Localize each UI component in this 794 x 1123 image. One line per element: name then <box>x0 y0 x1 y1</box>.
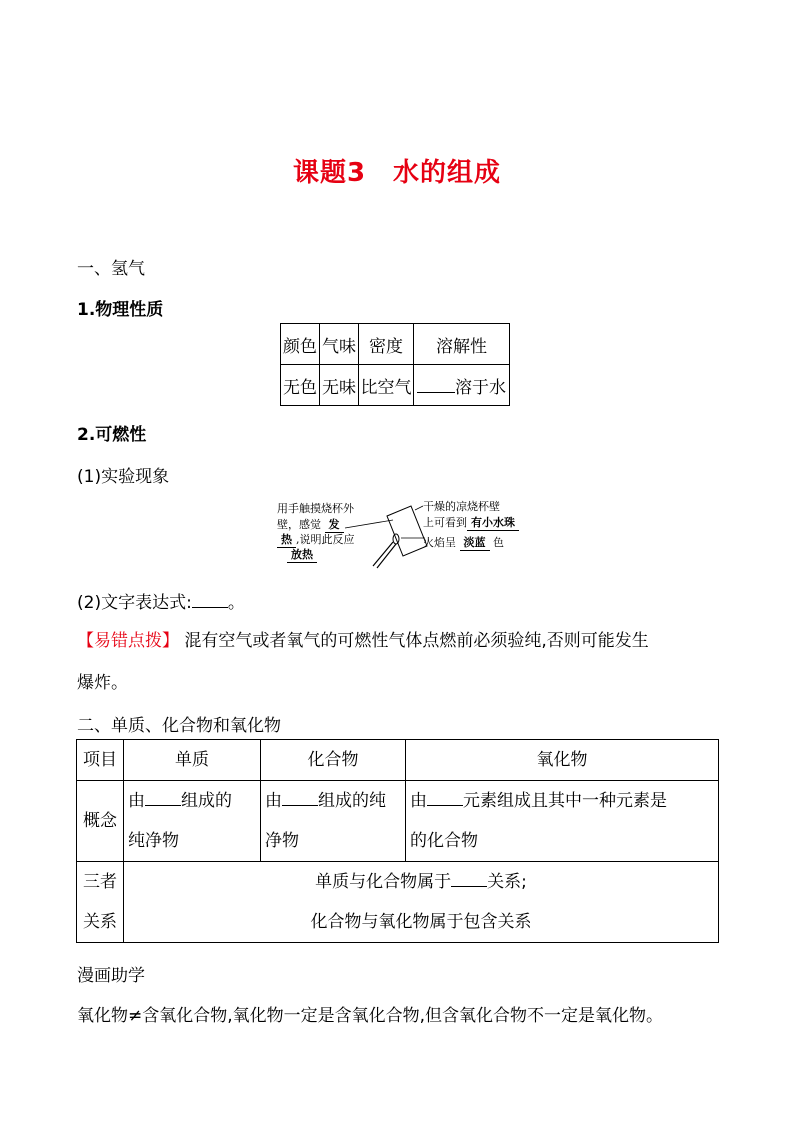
section-heading-classification: 二、单质、化合物和氧化物 <box>77 716 281 736</box>
figure-label: 放热 <box>287 546 317 563</box>
row-label: 概念 <box>77 781 124 862</box>
section-heading-hydrogen: 一、氢气 <box>77 259 145 279</box>
table-header: 氧化物 <box>406 740 719 781</box>
comic-heading: 漫画助学 <box>77 966 145 986</box>
figure-label: 壁，感觉 发 <box>277 516 344 533</box>
table-cell: 气味 <box>320 324 359 365</box>
table-cell: 无味 <box>320 365 359 406</box>
figure-label: 干燥的凉烧杯壁 <box>423 500 500 513</box>
table-row <box>281 365 510 406</box>
figure-label: 用手触摸烧杯外 <box>277 502 354 515</box>
table-header: 化合物 <box>261 740 406 781</box>
physical-properties-table <box>280 323 510 406</box>
page-title: 课题3 水的组成 <box>292 158 502 188</box>
comic-text: 氧化物≠含氧化合物,氧化物一定是含氧化合物,但含氧化合物不一定是氧化物。 <box>77 1006 664 1026</box>
table-header: 单质 <box>124 740 261 781</box>
subheading-combustibility: 2.可燃性 <box>77 425 147 445</box>
subheading-physical-properties: 1.物理性质 <box>77 300 164 320</box>
fill-blank[interactable] <box>282 791 318 806</box>
table-cell: 无色 <box>281 365 320 406</box>
fill-blank[interactable] <box>417 378 455 393</box>
table-row <box>77 781 719 862</box>
table-row <box>281 324 510 365</box>
table-cell: 比空气 <box>359 365 414 406</box>
figure-label: 热 ,说明此反应 <box>277 531 355 548</box>
table-cell: 由 元素组成且其中一种元素是 的化合物 <box>406 781 719 862</box>
fill-blank[interactable] <box>145 791 181 806</box>
table-row <box>77 862 719 943</box>
table-cell <box>414 365 510 406</box>
tip-label: 【易错点拨】 <box>77 631 179 651</box>
figure-label: 上可看到 有小水珠 <box>423 514 519 531</box>
classification-table <box>76 739 719 943</box>
figure-label: 火焰呈 淡蓝 色 <box>423 536 504 549</box>
word-equation-line: (2)文字表达式: 。 <box>77 593 245 613</box>
table-cell: 由 组成的 纯净物 <box>124 781 261 862</box>
table-row <box>77 740 719 781</box>
table-cell-text: 溶于水 <box>455 377 506 398</box>
tip-text: 混有空气或者氧气的可燃性气体点燃前必须验纯,否则可能发生 <box>184 631 649 651</box>
table-cell: 颜色 <box>281 324 320 365</box>
tip-text-continued: 爆炸。 <box>77 673 128 693</box>
table-cell: 溶解性 <box>414 324 510 365</box>
table-cell: 密度 <box>359 324 414 365</box>
fill-blank[interactable] <box>451 872 487 887</box>
fill-blank[interactable] <box>192 593 228 608</box>
fill-blank[interactable] <box>427 791 463 806</box>
experiment-figure <box>275 498 525 570</box>
tip-paragraph <box>77 626 649 651</box>
row-label: 三者 关系 <box>77 862 124 943</box>
relationship-cell: 单质与化合物属于 关系; 化合物与氧化物属于包含关系 <box>124 862 719 943</box>
table-cell: 由 组成的纯 净物 <box>261 781 406 862</box>
subheading-experiment: (1)实验现象 <box>77 467 170 487</box>
table-header: 项目 <box>77 740 124 781</box>
